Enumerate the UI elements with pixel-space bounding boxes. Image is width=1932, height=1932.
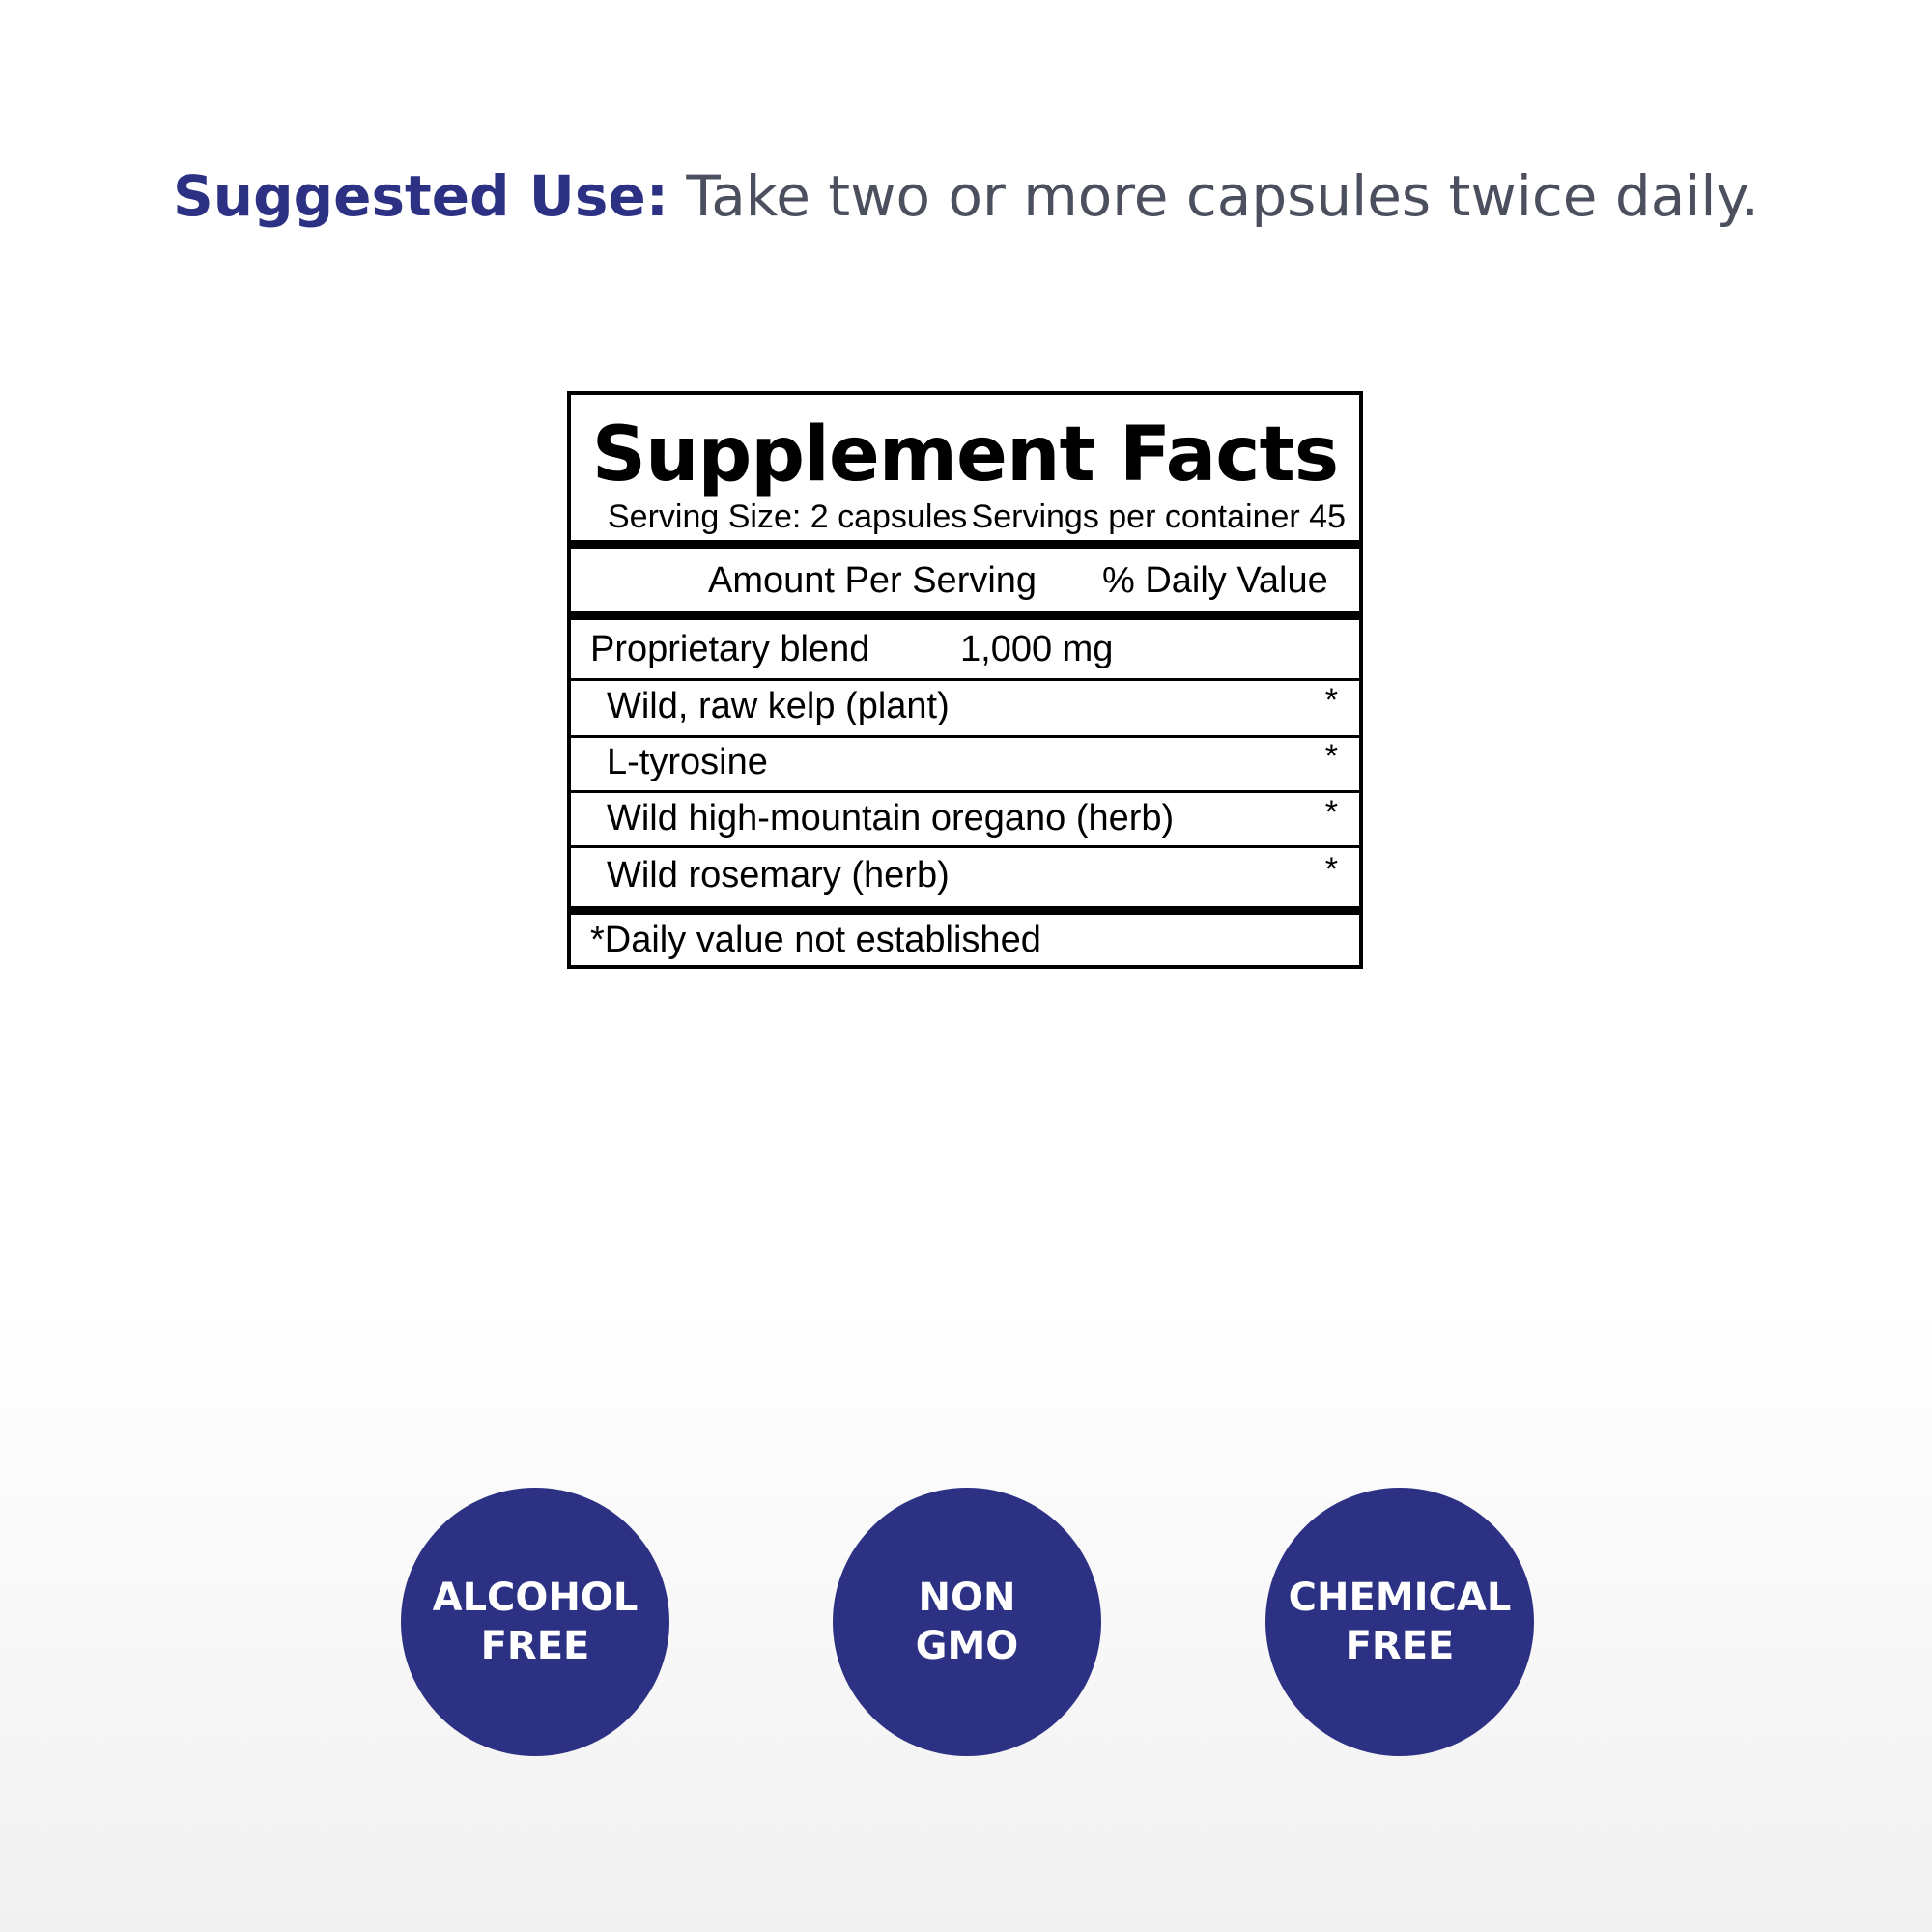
blend-name: Proprietary blend	[590, 629, 870, 669]
ingredient-daily-value: *	[1324, 851, 1338, 888]
ingredient-row	[571, 738, 1359, 786]
badge-line: CHEMICAL	[1288, 1576, 1512, 1620]
chemical-free-badge	[1265, 1488, 1534, 1756]
ingredient-row	[571, 851, 1359, 899]
servings-per-container: Servings per container 45	[971, 498, 1346, 535]
divider-thick	[571, 906, 1359, 915]
divider-thin	[571, 790, 1359, 793]
supplement-facts-panel	[567, 391, 1363, 969]
ingredient-name: Wild high-mountain oregano (herb)	[607, 798, 1175, 838]
divider-thick	[571, 540, 1359, 549]
ingredient-row	[571, 794, 1359, 842]
suggested-use-text: Take two or more capsules twice daily.	[686, 163, 1759, 229]
supplement-facts-title: Supplement Facts	[591, 412, 1339, 498]
serving-size: Serving Size: 2 capsules	[608, 498, 968, 535]
amount-per-serving-header: Amount Per Serving	[708, 560, 1037, 601]
ingredient-daily-value: *	[1324, 682, 1338, 719]
divider-thin	[571, 845, 1359, 848]
badge-line: FREE	[1345, 1624, 1455, 1668]
proprietary-blend-row	[571, 625, 1359, 673]
ingredient-daily-value: *	[1324, 738, 1338, 775]
facts-header-row	[571, 556, 1359, 605]
badge-line: NON	[918, 1576, 1016, 1620]
suggested-use	[0, 162, 1932, 230]
serving-info	[608, 496, 1346, 538]
daily-value-header: % Daily Value	[1102, 560, 1328, 601]
alcohol-free-badge	[401, 1488, 669, 1756]
suggested-use-label: Suggested Use:	[173, 163, 668, 229]
divider-thick	[571, 611, 1359, 620]
non-gmo-badge	[833, 1488, 1101, 1756]
divider-thin	[571, 678, 1359, 681]
ingredient-row	[571, 682, 1359, 730]
ingredient-name: L-tyrosine	[607, 742, 768, 782]
ingredient-name: Wild, raw kelp (plant)	[607, 686, 950, 726]
ingredient-name: Wild rosemary (herb)	[607, 855, 950, 895]
ingredient-daily-value: *	[1324, 794, 1338, 831]
badge-line: GMO	[915, 1624, 1019, 1668]
blend-amount: 1,000 mg	[960, 629, 1114, 669]
daily-value-footnote: *Daily value not established	[590, 920, 1041, 960]
badge-line: FREE	[480, 1624, 590, 1668]
badge-line: ALCOHOL	[432, 1576, 639, 1620]
